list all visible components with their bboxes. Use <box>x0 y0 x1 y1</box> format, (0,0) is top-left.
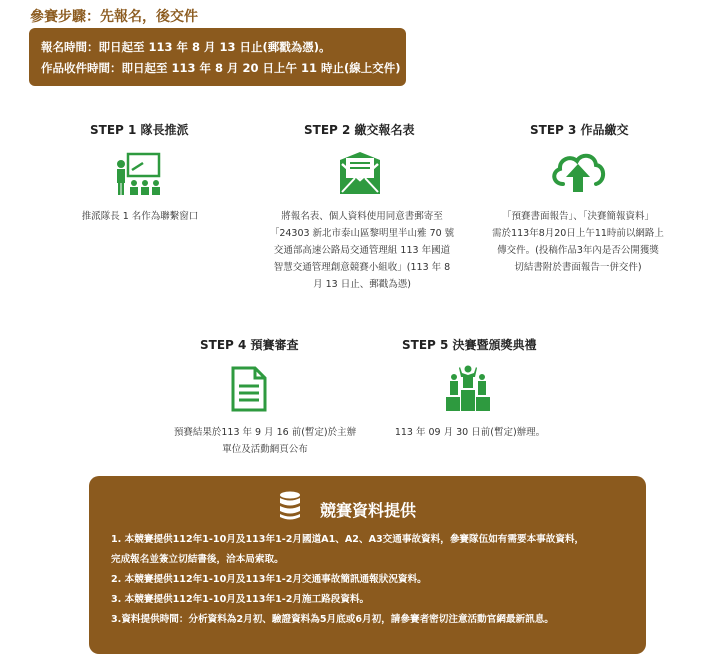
data-provision-list <box>111 530 636 630</box>
list-item: 2. 本競賽提供112年1-10月及113年1-2月交通事故簡訊通報狀況資料。 <box>111 574 427 585</box>
list-item: 3.資料提供時間：分析資料為2月初、驗證資料為5月底或6月初，請參賽者密切注意活動官網最新訊息。 <box>111 614 554 625</box>
list-item: 完成報名並簽立切結書後，洽本局索取。 <box>111 554 284 565</box>
list-item: 3. 本競賽提供112年1-10月及113年1-2月施工路段資料。 <box>111 594 370 605</box>
podium-icon <box>445 364 491 412</box>
schedule-box <box>29 28 406 86</box>
submission-period: 作品收件時間：即日起至 113 年 8 月 20 日上午 11 時止(線上交件) <box>41 61 401 75</box>
registration-period: 報名時間：即日起至 113 年 8 月 13 日止(郵戳為憑)。 <box>41 40 331 54</box>
step-1-desc: 推派隊長 1 名作為聯繫窗口 <box>81 211 199 222</box>
step-4-desc: 預賽結果於113 年 9 月 16 前(暫定)於主辦 單位及活動網頁公布 <box>173 427 357 455</box>
step-3-desc: 「預賽書面報告」、「決賽簡報資料」 需於113年8月20日上午11時前以網路上 傳交件。(投稿作品3年內是否公開獲獎 切結書附於書面報告一併交件) <box>492 211 664 273</box>
presentation-icon <box>114 152 162 196</box>
envelope-icon <box>338 152 382 196</box>
step-5-desc: 113 年 09 月 30 日前(暫定)辦理。 <box>394 427 546 438</box>
step-4-title: STEP 4 預賽審查 <box>200 338 299 352</box>
step-3-title: STEP 3 作品繳交 <box>530 123 629 137</box>
data-provision-title: 競賽資料提供 <box>320 501 417 520</box>
section-heading: 參賽步驟：先報名，後交件 <box>30 9 198 25</box>
step-5-title: STEP 5 決賽暨頒獎典禮 <box>402 338 537 352</box>
list-item: 1. 本競賽提供112年1-10月及113年1-2月國道A1、A2、A3交通事故資料，參賽隊伍如有需要本事故資料， <box>111 534 585 545</box>
database-icon <box>279 491 301 521</box>
document-icon <box>231 366 267 412</box>
cloud-upload-icon <box>549 150 607 194</box>
step-1-title: STEP 1 隊長推派 <box>90 123 189 137</box>
step-2-desc: 將報名表、個人資料使用同意書郵寄至 「24303 新北市泰山區黎明里半山雅 70 號 交通部高速公路局交通管理組 113 年國道 智慧交通管理創意競賽小組收」(113 年 8 月 13 日止、郵戳為憑) <box>269 211 455 290</box>
step-2-title: STEP 2 繳交報名表 <box>304 123 415 137</box>
